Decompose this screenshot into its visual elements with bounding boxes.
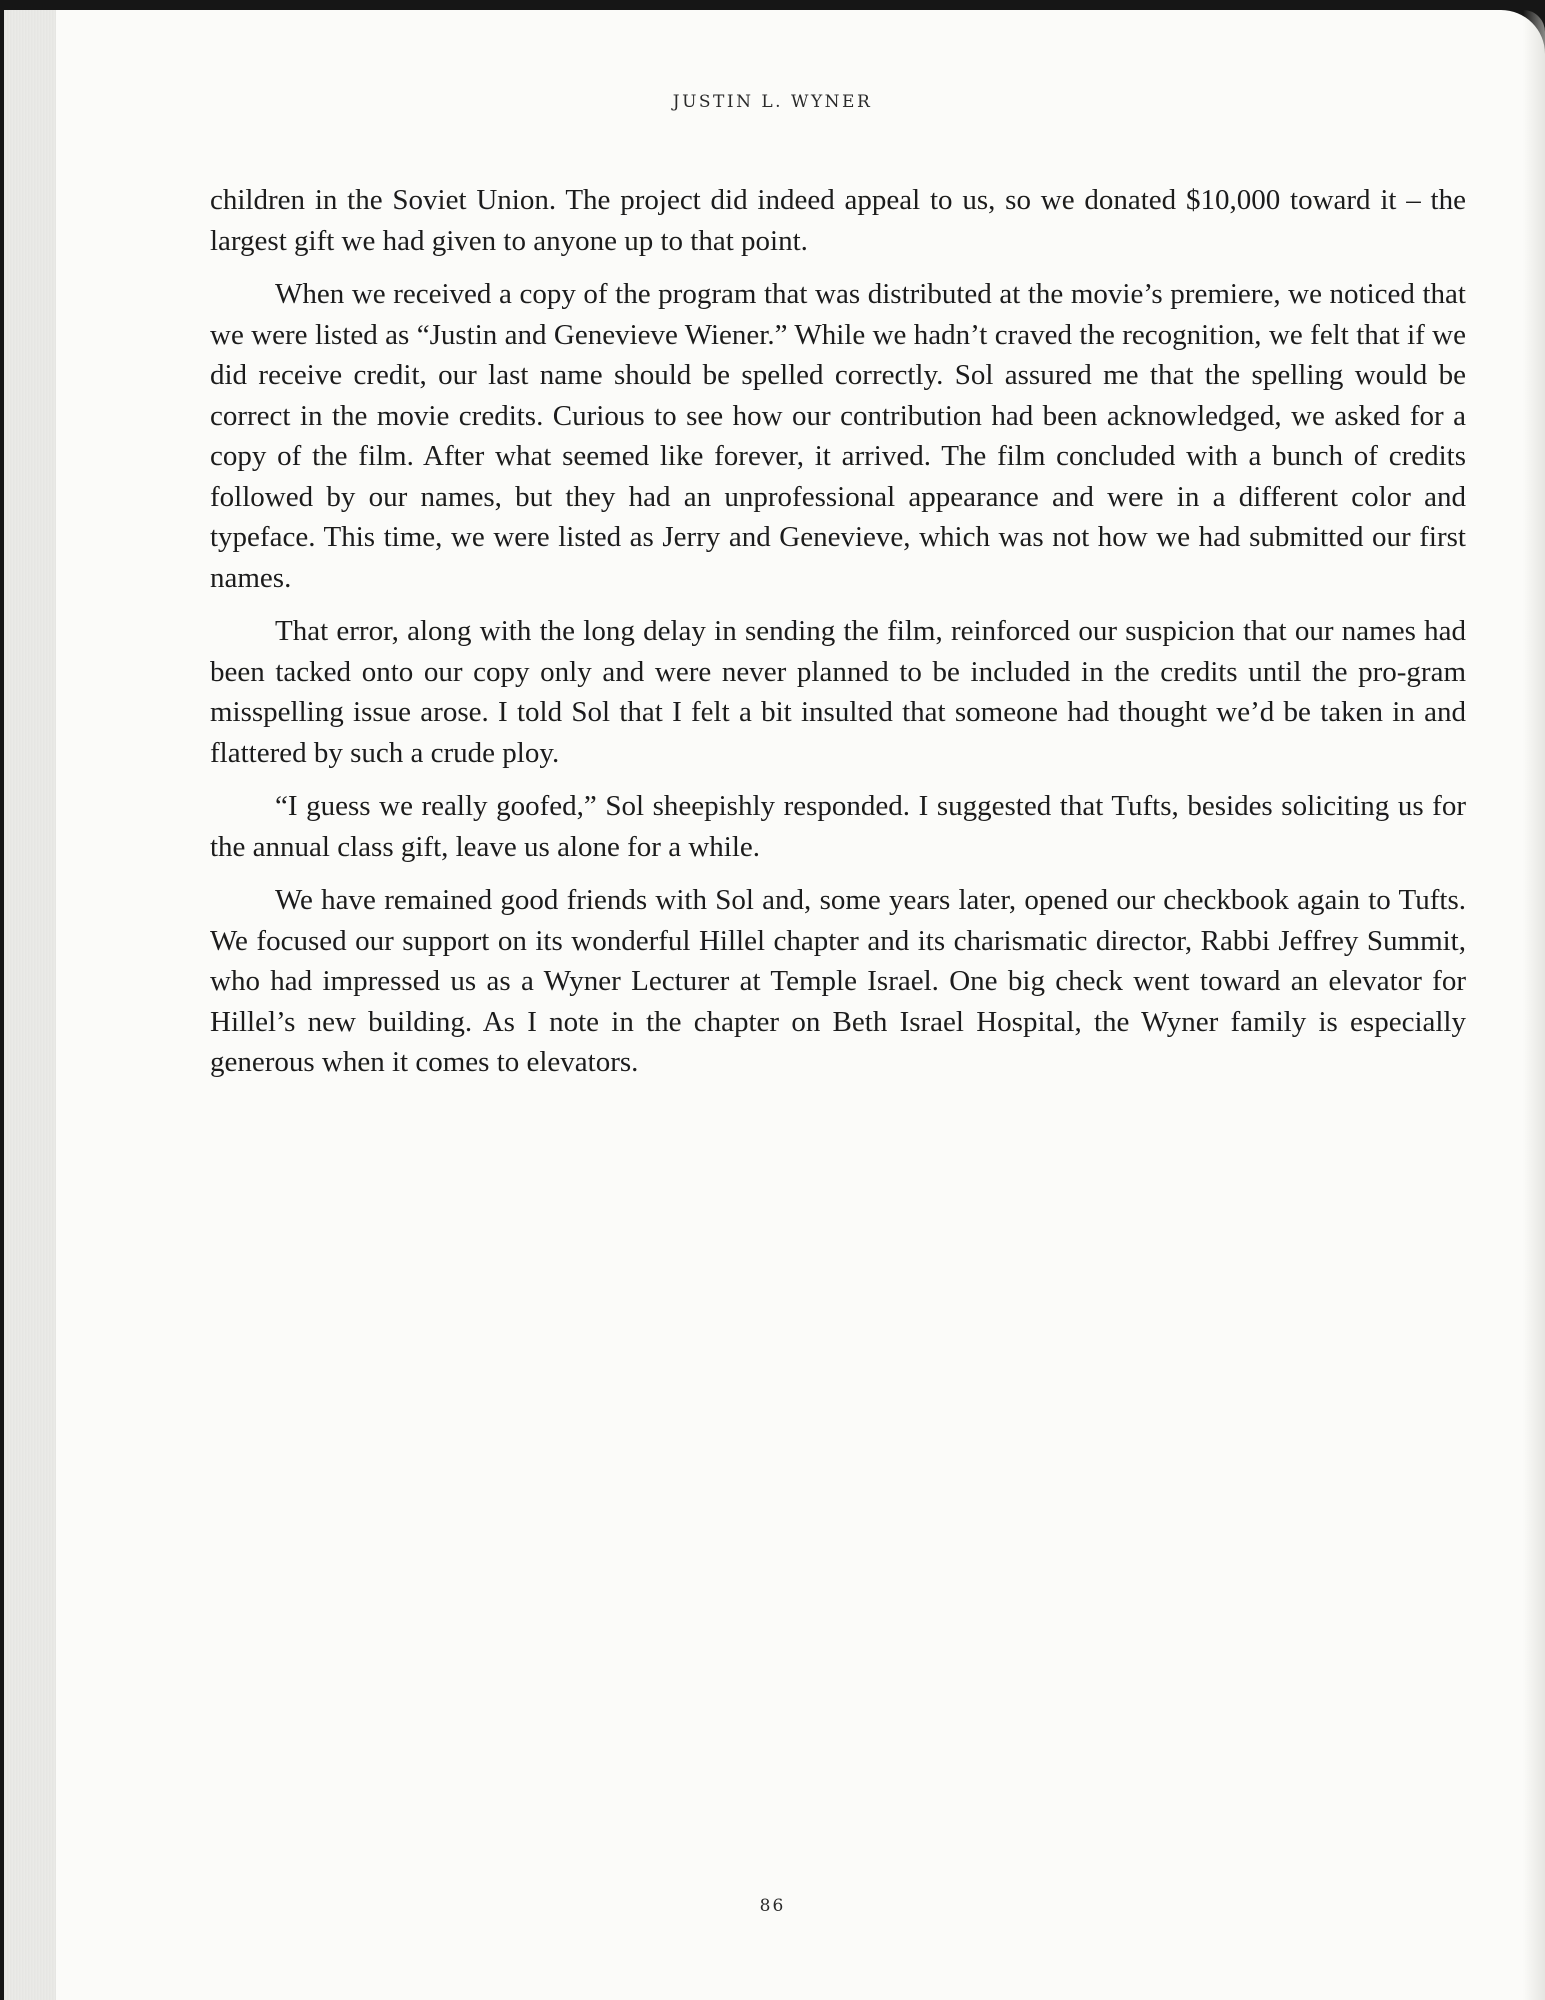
page-curl-shadow — [1523, 10, 1545, 2000]
paragraph-1: children in the Soviet Union. The project did indeed appeal to us, so we donated $10,000 toward it – the largest gift we had given to anyone up to that point. — [210, 184, 1466, 257]
paragraph-4: “I guess we really goofed,” Sol sheepishly responded. I suggested that Tufts, besides soliciting us for the annual class gift, leave us alone for a while. — [210, 790, 1466, 863]
page-number: 86 — [759, 1896, 786, 1916]
body-text — [210, 180, 1466, 1096]
paragraph-3: That error, along with the long delay in sending the film, reinforced our suspicion that our names had been tacked onto our copy only and were never planned to be included in the credits until the pro-gram misspelling issue arose. I told Sol that I felt a bit insulted that someone had thought we’d be taken in and flattered by such a crude ploy. — [210, 615, 1466, 769]
paragraph-5: We have remained good friends with Sol and, some years later, opened our checkbook again to Tufts. We focused our support on its wonderful Hillel chapter and its charismatic director, Rabbi Jeffrey Summit, who had impressed us as a Wyner Lecturer at Temple Israel. One big check went toward an elevator for Hillel’s new building. As I note in the chapter on Beth Israel Hospital, the Wyner family is especially generous when it comes to elevators. — [210, 884, 1466, 1078]
paragraph-2: When we received a copy of the program that was distributed at the movie’s premiere, we noticed that we were listed as “Justin and Genevieve Wiener.” While we hadn’t craved the recognition, we felt that if we did receive credit, our last name should be spelled correctly. Sol assured me that the spelling would be correct in the movie credits. Curious to see how our contribution had been acknowledged, we asked for a copy of the film. After what seemed like forever, it arrived. The film concluded with a bunch of credits followed by our names, but they had an unprofessional appearance and were in a different color and typeface. This time, we were listed as Jerry and Genevieve, which was not how we had submitted our first names. — [210, 278, 1466, 594]
running-head: JUSTIN L. WYNER — [672, 92, 873, 112]
page-stack-edge — [4, 10, 56, 2000]
